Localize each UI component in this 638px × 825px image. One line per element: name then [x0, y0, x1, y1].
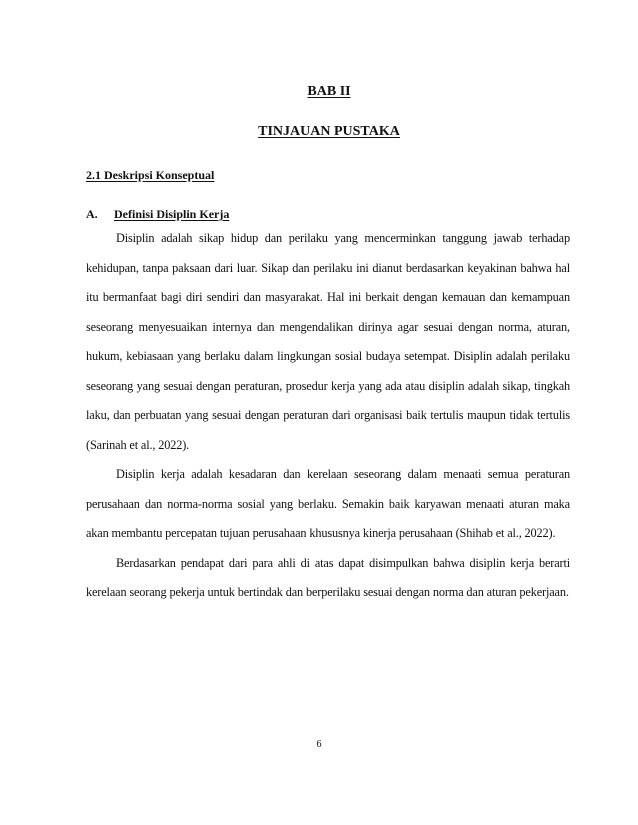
subsection-title: Definisi Disiplin Kerja	[114, 207, 230, 221]
body-text	[86, 224, 570, 608]
subsection-letter: A.	[86, 207, 98, 221]
paragraph: Disiplin adalah sikap hidup dan perilaku yang mencerminkan tanggung jawab terhadap kehidupan, tanpa paksaan dari luar. Sikap dan perilaku ini dianut berdasarkan keyakinan bahwa hal itu bermanfaat bagi diri sendiri dan masyarakat. Hal ini berkait dengan kemauan dan kemampuan seseorang menyesuaikan internya dan mengendalikan dirinya agar sesuai dengan norma, aturan, hukum, kebiasaan yang berlaku dalam lingkungan sosial budaya setempat. Disiplin adalah perilaku seseorang yang sesuai dengan peraturan, prosedur kerja yang ada atau disiplin adalah sikap, tingkah laku, dan perbuatan yang sesuai dengan peraturan dari organisasi baik tertulis maupun tidak tertulis (Sarinah et al., 2022).	[86, 231, 570, 452]
chapter-number: BAB II	[307, 84, 351, 99]
paragraph: Berdasarkan pendapat dari para ahli di atas dapat disimpulkan bahwa disiplin kerja berarti kerelaan seorang pekerja untuk bertindak dan berperilaku sesuai dengan norma dan aturan pekerjaan.	[86, 555, 570, 599]
chapter-title: TINJAUAN PUSTAKA	[258, 124, 400, 139]
paragraph: Disiplin kerja adalah kesadaran dan kerelaan seseorang dalam menaati semua peraturan perusahaan dan norma-norma sosial yang berlaku. Semakin baik karyawan menaati aturan maka akan membantu percepatan tujuan perusahaan khususnya kinerja perusahaan (Shihab et al., 2022).	[86, 467, 570, 540]
subsection-heading	[86, 207, 229, 222]
page-number: 6	[316, 739, 322, 750]
section-heading: 2.1 Deskripsi Konseptual	[86, 168, 215, 182]
